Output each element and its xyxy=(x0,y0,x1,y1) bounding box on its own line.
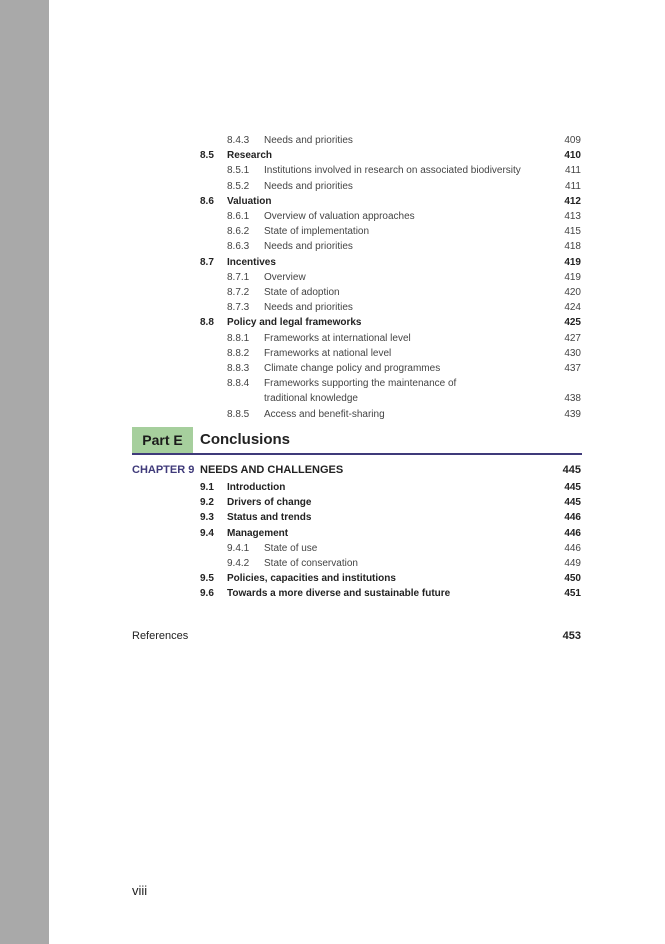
toc-entry-page: 415 xyxy=(564,226,581,238)
toc-entry xyxy=(0,346,665,361)
toc-entry-number: 9.3 xyxy=(200,512,214,524)
chapter-title: NEEDS AND CHALLENGES xyxy=(200,464,344,476)
part-label: Part E xyxy=(132,427,193,454)
toc-entry-number: 8.6.2 xyxy=(227,226,250,238)
toc-entry xyxy=(0,270,665,285)
toc-entry xyxy=(0,163,665,178)
toc-entry xyxy=(0,556,665,571)
toc-entry-page: 411 xyxy=(565,165,581,177)
toc-entry-page: 445 xyxy=(564,497,581,509)
toc-entry-page: 445 xyxy=(564,482,581,493)
toc-entry-title: Research xyxy=(227,150,273,162)
toc-entry-number: 8.6.3 xyxy=(227,241,250,253)
toc-entry xyxy=(0,255,665,270)
toc-entry xyxy=(0,209,665,224)
toc-entry-title: Needs and priorities xyxy=(264,302,353,314)
toc-entry-title: Needs and priorities xyxy=(264,180,353,192)
toc-entry-number: 8.8.5 xyxy=(227,408,250,420)
toc-entry-page: 412 xyxy=(564,195,581,207)
toc-entry-page: 449 xyxy=(564,558,581,569)
references-label: References xyxy=(132,630,189,642)
toc-entry-number: 8.8.3 xyxy=(227,363,250,374)
toc-entry xyxy=(0,407,665,422)
toc-entry xyxy=(0,586,665,601)
toc-entry-number: 8.5.2 xyxy=(227,180,250,192)
toc-entry-number: 8.7.1 xyxy=(227,271,250,283)
toc-entry-page: 413 xyxy=(564,211,581,222)
toc-entry xyxy=(0,148,665,163)
chapter-page-number: 445 xyxy=(562,464,581,476)
toc-entry-page: 419 xyxy=(564,256,581,268)
toc-entry-title: Management xyxy=(227,527,289,539)
toc-entry-title: Policy and legal frameworks xyxy=(227,317,362,329)
toc-entry xyxy=(0,361,665,376)
toc-entry-page: 437 xyxy=(564,363,581,374)
toc-entry-title: Towards a more diverse and sustainable future xyxy=(227,588,451,600)
toc-entry-number: 8.5.1 xyxy=(227,165,250,177)
toc-entry-page: 446 xyxy=(564,512,581,524)
toc-entry-title: Overview of valuation approaches xyxy=(264,211,415,222)
toc-entry xyxy=(0,526,665,541)
toc-entry xyxy=(0,315,665,330)
toc-entry-page: 451 xyxy=(564,588,581,600)
toc-entry xyxy=(0,480,665,495)
toc-entry-title: Status and trends xyxy=(227,512,312,524)
toc-entry-number: 9.4 xyxy=(200,527,214,539)
toc-entry-page: 439 xyxy=(564,408,581,420)
toc-entry-title: traditional knowledge xyxy=(264,393,358,405)
toc-entry-title: Institutions involved in research on associated biodiversity xyxy=(264,165,521,177)
toc-entry-page: 430 xyxy=(564,347,581,359)
toc-entry xyxy=(0,179,665,194)
toc-entry xyxy=(0,224,665,239)
toc-entry xyxy=(0,495,665,510)
toc-entry-number: 8.8.4 xyxy=(227,378,250,390)
toc-entry-page: 438 xyxy=(564,393,581,405)
toc-entry-title: State of adoption xyxy=(264,287,340,298)
toc-entry-title: Needs and priorities xyxy=(264,135,353,146)
toc-entry-number: 8.5 xyxy=(200,150,214,162)
toc-entry xyxy=(0,510,665,525)
toc-entry-page: 409 xyxy=(564,135,581,146)
toc-entry xyxy=(0,541,665,556)
chapter-label: CHAPTER 9 xyxy=(132,464,195,476)
toc-entry xyxy=(0,239,665,254)
toc-entry-title: State of implementation xyxy=(264,226,370,238)
toc-entry-title: Valuation xyxy=(227,195,272,207)
toc-entry-title: Access and benefit-sharing xyxy=(264,408,385,420)
toc-entry-title: Needs and priorities xyxy=(264,241,353,253)
toc-entry-number: 9.4.1 xyxy=(227,542,250,554)
toc-entry xyxy=(0,331,665,346)
toc-entry-number: 8.4.3 xyxy=(227,135,250,146)
toc-entry-title: Frameworks at national level xyxy=(264,347,392,359)
toc-entry-page: 450 xyxy=(564,573,581,585)
toc-entry xyxy=(0,133,665,148)
toc-entry xyxy=(0,571,665,586)
toc-entry xyxy=(0,391,665,406)
toc-entry-number: 8.8.1 xyxy=(227,332,250,344)
toc-entry-number: 8.7.2 xyxy=(227,287,250,298)
toc-entry-page: 425 xyxy=(564,317,581,329)
toc-entry-page: 411 xyxy=(565,180,581,192)
toc-entry-title: State of conservation xyxy=(264,558,358,569)
toc-entry-page: 420 xyxy=(564,287,581,298)
toc-entry-title: Incentives xyxy=(227,256,276,268)
toc-entry-number: 8.7.3 xyxy=(227,302,250,314)
toc-entry-title: Frameworks at international level xyxy=(264,332,411,344)
toc-entry-page: 446 xyxy=(564,527,581,539)
toc-entry-page: 424 xyxy=(564,302,581,314)
toc-entry xyxy=(0,376,665,391)
toc-entry-number: 8.8 xyxy=(200,317,214,329)
toc-entry-title: Introduction xyxy=(227,482,286,493)
toc-entry xyxy=(0,300,665,315)
toc-entry-page: 446 xyxy=(564,542,581,554)
toc-entry-page: 419 xyxy=(564,271,581,283)
toc-entry-title: Climate change policy and programmes xyxy=(264,363,441,374)
toc-entry-title: Overview xyxy=(264,271,306,283)
toc-entry-number: 9.4.2 xyxy=(227,558,250,569)
toc-entry-number: 9.6 xyxy=(200,588,214,600)
toc-entry-page: 418 xyxy=(564,241,581,253)
toc-entry-number: 8.7 xyxy=(200,256,214,268)
toc-entry-page: 410 xyxy=(564,150,581,162)
toc-entry-number: 8.8.2 xyxy=(227,347,250,359)
toc-entry-title: State of use xyxy=(264,542,318,554)
part-divider xyxy=(132,453,582,455)
toc-entry-title: Policies, capacities and institutions xyxy=(227,573,396,585)
toc-entry-number: 9.2 xyxy=(200,497,214,509)
part-title: Conclusions xyxy=(200,431,291,448)
toc-entry-number: 8.6 xyxy=(200,195,214,207)
page-folio: viii xyxy=(132,883,148,898)
toc-entry-number: 8.6.1 xyxy=(227,211,250,222)
toc-entry-title: Frameworks supporting the maintenance of xyxy=(264,378,457,390)
toc-entry xyxy=(0,285,665,300)
toc-entry-page: 427 xyxy=(564,332,581,344)
toc-entry-title: Drivers of change xyxy=(227,497,312,509)
toc-entry-number: 9.5 xyxy=(200,573,214,585)
references-page-number: 453 xyxy=(562,630,581,642)
toc-entry-number: 9.1 xyxy=(200,482,214,493)
toc-entry xyxy=(0,194,665,209)
